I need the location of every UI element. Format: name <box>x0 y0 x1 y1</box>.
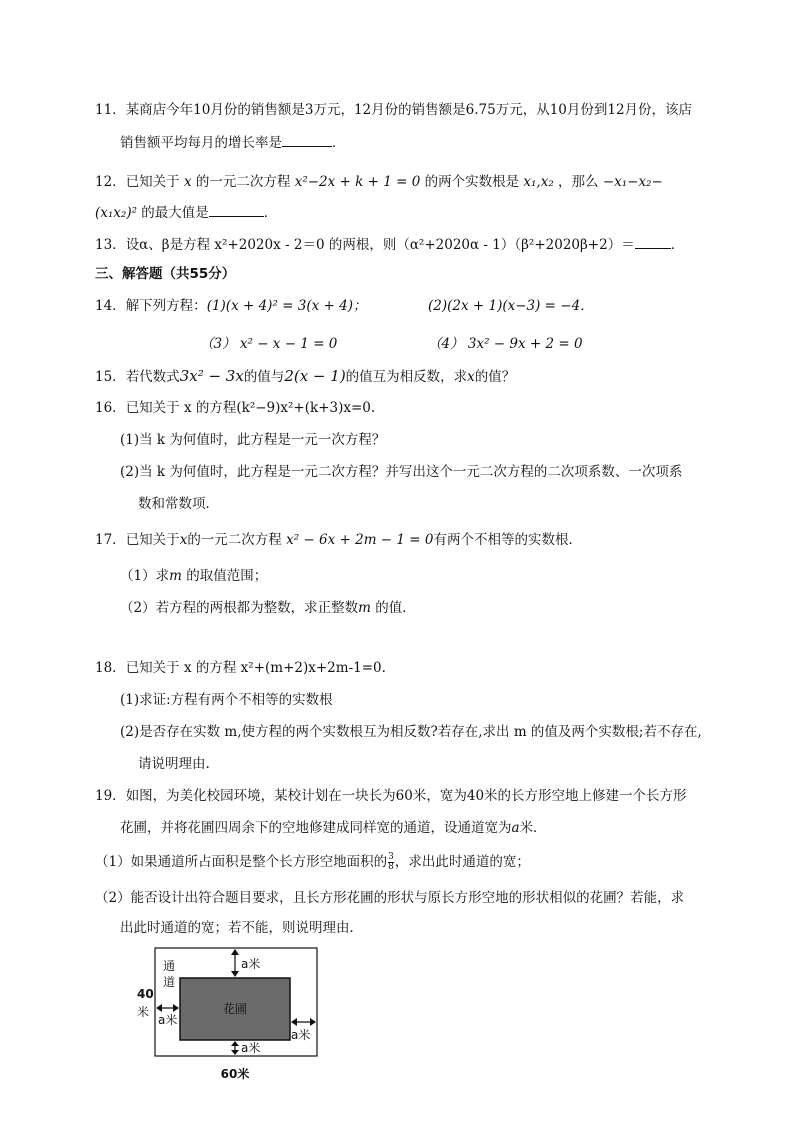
q15-expression-2: 2(x − 1) <box>284 367 346 385</box>
q19-var-a: a <box>511 820 520 836</box>
q17-line <box>95 530 582 550</box>
q12-answer-blank[interactable] <box>209 202 264 217</box>
q12-var-x: x <box>183 174 192 190</box>
q12-equation: x²−2x + k + 1 = 0 <box>294 174 421 190</box>
q11-number: 11． <box>95 102 126 118</box>
road-label-2: 道 <box>163 975 176 989</box>
q16-number: 16． <box>95 400 126 416</box>
section-heading: 三、解答题（共55分） <box>95 266 236 282</box>
q14-line1 <box>95 296 366 316</box>
q12-roots: x₁,x₂ <box>523 174 554 190</box>
q15-var-x: x <box>467 369 475 385</box>
q17-subquestion-1 <box>120 566 267 586</box>
q13-tail: ． <box>670 237 685 253</box>
q14-number: 14． <box>95 298 126 314</box>
q15-expression-1: 3x² − 3x <box>179 367 244 385</box>
bottom-gap-label: a米 <box>241 1041 261 1055</box>
q16-line <box>95 398 375 418</box>
q15-text: 的值互为相反数，求 <box>345 369 468 385</box>
q15-text: 若代数式 <box>125 369 180 385</box>
q11-text-line1: 某商店今年10月份的销售额是3万元，12月份的销售额是6.75万元，从10月份到12月份，该店 <box>125 102 693 118</box>
q17-text: 的值． <box>375 600 416 616</box>
q19-line1 <box>95 786 687 806</box>
q19-subquestion-2a: （2）能否设计出符合题目要求，且长方形花圃的形状与原长方形空地的形状相似的花圃？若能，求 <box>95 890 685 906</box>
q19-subquestion-2b: 出此时通道的宽；若不能，则说明理由． <box>120 920 363 936</box>
q19-text: 花圃，并将花圃四周余下的空地修建成同样宽的通道，设通道宽为 <box>120 820 512 836</box>
q18-line <box>95 658 386 678</box>
q17-subquestion-2 <box>120 598 416 618</box>
right-gap-label: a米 <box>291 1028 311 1042</box>
q17-text: （2）若方程的两根都为整数，求正整数 <box>120 600 359 616</box>
q17-equation: x² − 6x + 2m − 1 = 0 <box>286 532 434 548</box>
q14-intro: 解下列方程： <box>125 298 207 314</box>
q16-subquestion-1: (1)当 k 为何值时，此方程是一元一次方程？ <box>120 432 386 448</box>
q16-subquestion-2a: (2)当 k 为何值时，此方程是一元二次方程？并写出这个一元二次方程的二次项系数、一次项系 <box>120 464 683 480</box>
q17-text: 的一元二次方程 <box>187 532 282 548</box>
q11-line1 <box>95 100 692 120</box>
q19-fraction-numerator: 3 <box>388 852 394 862</box>
q18-subquestion-2a: (2)是否存在实数 m,使方程的两个实数根互为相反数?若存在,求出 m 的值及两个实数根;若不存在, <box>120 724 702 740</box>
q12-text: 已知关于 <box>125 174 180 190</box>
q12-text: 的两个实数根是 <box>424 174 520 190</box>
road-label-1: 通 <box>163 959 176 973</box>
q18-subquestion-2b: 请说明理由. <box>138 756 210 772</box>
q15-number: 15． <box>95 369 126 385</box>
garden-label: 花圃 <box>222 1002 248 1016</box>
q12-expression-part1: −x₁−x₂− <box>602 174 663 190</box>
q19-fraction <box>388 853 394 872</box>
q19-number: 19． <box>95 788 126 804</box>
q18-subquestion-1: (1)求证:方程有两个不相等的实数根 <box>120 692 333 708</box>
width-label-number: 40 <box>137 987 154 1001</box>
q12-text: 的一元二次方程 <box>195 174 291 190</box>
q19-text: ，求出此时通道的宽； <box>394 854 530 870</box>
q15-text: 的值与 <box>243 369 285 385</box>
q15-line <box>95 366 515 387</box>
q17-var-m: m <box>169 568 182 584</box>
q14-equation-1: (1)(x + 4)² = 3(x + 4)； <box>206 298 367 314</box>
q14-equation-4: （4） 3x² − 9x + 2 = 0 <box>428 336 583 352</box>
q17-number: 17． <box>95 532 126 548</box>
q15-text: 的值？ <box>474 369 516 385</box>
garden-diagram <box>125 940 325 1090</box>
q19-fraction-denominator: 8 <box>388 862 394 872</box>
q12-text: ，那么 <box>558 174 599 190</box>
q17-var-m: m <box>358 600 371 616</box>
q14-equation-3: （3） x² − x − 1 = 0 <box>200 336 338 352</box>
q11-answer-blank[interactable] <box>282 132 332 147</box>
q12-line1 <box>95 172 663 192</box>
q17-text: 已知关于 <box>125 532 180 548</box>
top-gap-label: a米 <box>241 957 261 971</box>
q18-text: 已知关于 x 的方程 x²+(m+2)x+2m-1=0. <box>125 660 386 676</box>
q13-line <box>95 234 684 255</box>
q16-subquestion-2b: 数和常数项． <box>138 496 219 512</box>
q12-number: 12． <box>95 174 126 190</box>
q13-answer-blank[interactable] <box>635 234 671 249</box>
q12-line2 <box>95 202 277 223</box>
q17-text: （1）求 <box>120 568 170 584</box>
q13-text: 设α、β是方程 x²+2020x - 2＝0 的两根，则（α²+2020α - 1）（β²+2020β+2）＝ <box>125 237 635 253</box>
q11-tail: ． <box>332 135 346 151</box>
q19-subquestion-1 <box>95 852 530 872</box>
left-gap-label: a米 <box>158 1013 178 1027</box>
q16-text: 已知关于 x 的方程(k²−9)x²+(k+3)x=0. <box>125 400 376 416</box>
q11-line2 <box>120 132 346 153</box>
q19-text-line1: 如图，为美化校园环境，某校计划在一块长为60米，宽为40米的长方形空地上修建一个长方形 <box>125 788 687 804</box>
length-label: 60米 <box>220 1067 250 1081</box>
q18-number: 18． <box>95 660 126 676</box>
q13-number: 13． <box>95 237 126 253</box>
q19-text: 米． <box>519 820 547 836</box>
q12-expression-part2: (x₁x₂)² <box>95 205 137 221</box>
q12-text: 的最大值是 <box>141 205 209 221</box>
q17-var-x: x <box>179 532 188 548</box>
q11-text-line2: 销售额平均每月的增长率是 <box>120 135 282 151</box>
q19-text: （1）如果通道所占面积是整个长方形空地面积的 <box>95 854 388 870</box>
width-label-unit: 米 <box>137 1005 150 1019</box>
q14-equation-2: (2)(2x + 1)(x−3) = −4． <box>428 298 594 314</box>
q12-tail: ． <box>263 205 278 221</box>
q17-text: 有两个不相等的实数根． <box>433 532 582 548</box>
q19-line2 <box>120 818 547 838</box>
q17-text: 的取值范围； <box>186 568 268 584</box>
